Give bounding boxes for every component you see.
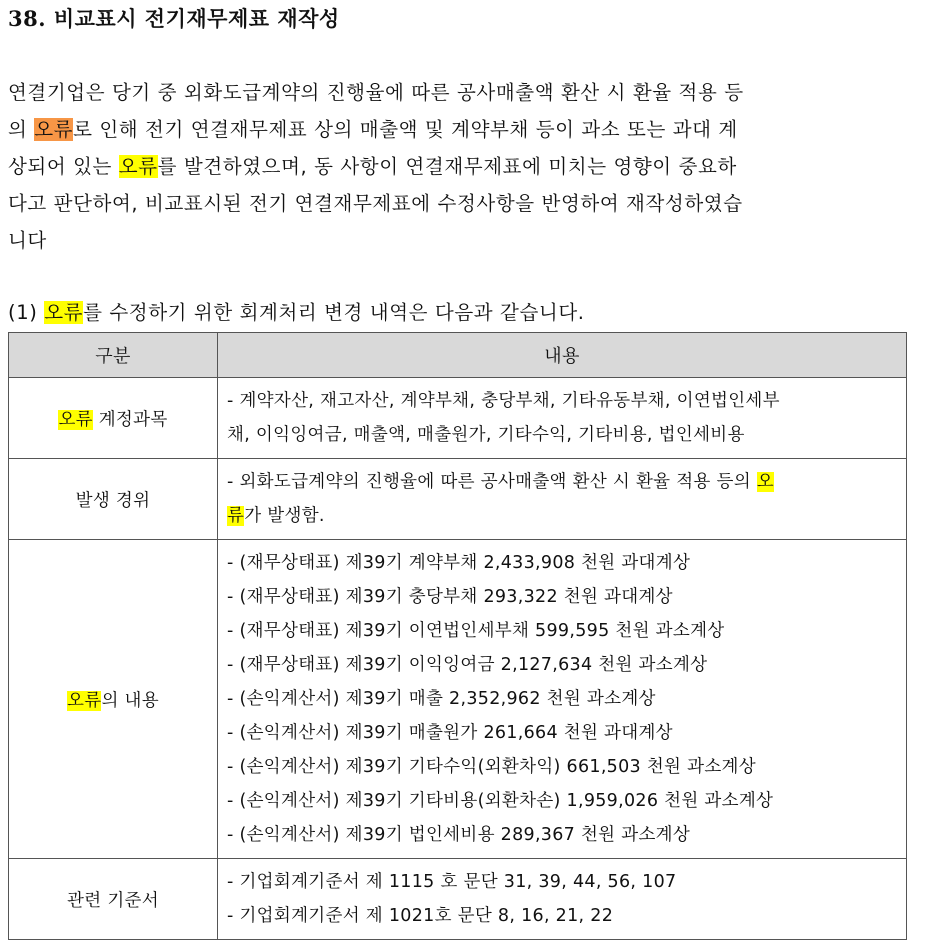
row-content-accounts: - 계약자산, 재고자산, 계약부채, 충당부채, 기타유동부채, 이연법인세부 채, 이익잉여금, 매출액, 매출원가, 기타수익, 기타비용, 법인세비용	[218, 378, 907, 459]
row-label-details: 오류의 내용	[9, 540, 218, 859]
paragraph-line: 상되어 있는 오류를 발견하였으며, 동 사항이 연결재무제표에 미치는 영향이 중요하	[8, 155, 737, 178]
error-highlight: 류	[227, 506, 245, 526]
table-row	[9, 378, 907, 459]
error-highlight-orange: 오류	[34, 118, 74, 141]
error-highlight: 오류	[118, 155, 158, 178]
subheading: (1) 오류를 수정하기 위한 회계처리 변경 내역은 다음과 같습니다.	[8, 301, 585, 324]
header-category: 구분	[9, 333, 218, 378]
error-highlight: 오류	[44, 301, 84, 324]
correction-table	[8, 332, 907, 940]
section-title: 38. 비교표시 전기재무제표 재작성	[8, 6, 340, 31]
paragraph-line: 니다	[8, 229, 47, 252]
paragraph-line: 의 오류로 인해 전기 연결재무제표 상의 매출액 및 계약부채 등이 과소 또는 과대 계	[8, 118, 738, 141]
row-label-accounts: 오류 계정과목	[9, 378, 218, 459]
table-header-row	[9, 333, 907, 378]
row-label-cause: 발생 경위	[9, 459, 218, 540]
row-content-standards: - 기업회계기준서 제 1115 호 문단 31, 39, 44, 56, 107 - 기업회계기준서 제 1021호 문단 8, 16, 21, 22	[218, 859, 907, 940]
table-row	[9, 859, 907, 940]
body-paragraph	[8, 74, 888, 259]
paragraph-line: 다고 판단하여, 비교표시된 전기 연결재무제표에 수정사항을 반영하여 재작성하였습	[8, 192, 743, 215]
table-row	[9, 459, 907, 540]
paragraph-line: 연결기업은 당기 중 외화도급계약의 진행율에 따른 공사매출액 환산 시 환율 적용 등	[8, 81, 744, 104]
table-row	[9, 540, 907, 859]
row-content-details: - (재무상태표) 제39기 계약부채 2,433,908 천원 과대계상 - (재무상태표) 제39기 충당부채 293,322 천원 과대계상 - (재무상태표) 제39기 이연법인세부채 599,595 천원 과소계상 - (재무상태표) 제39기 이익잉여금 2,127,634 천원 과소계상 - (손익계산서) 제39기 매출 2,352,962 천원 과소계상 - (손익계산서) 제39기 매출원가 261,664 천원 과대계상 - (손익계산서) 제39기 기타수익(외환차익) 661,503 천원 과소계상 - (손익계산서) 제39기 기타비용(외환차손) 1,959,026 천원 과소계상 - (손익계산서) 제39기 법인세비용 289,367 천원 과소계상	[218, 540, 907, 859]
error-highlight: 오	[756, 472, 774, 492]
row-content-cause: - 외화도급계약의 진행율에 따른 공사매출액 환산 시 환율 적용 등의 오 류가 발생함.	[218, 459, 907, 540]
row-label-standards: 관련 기준서	[9, 859, 218, 940]
header-content: 내용	[218, 333, 907, 378]
